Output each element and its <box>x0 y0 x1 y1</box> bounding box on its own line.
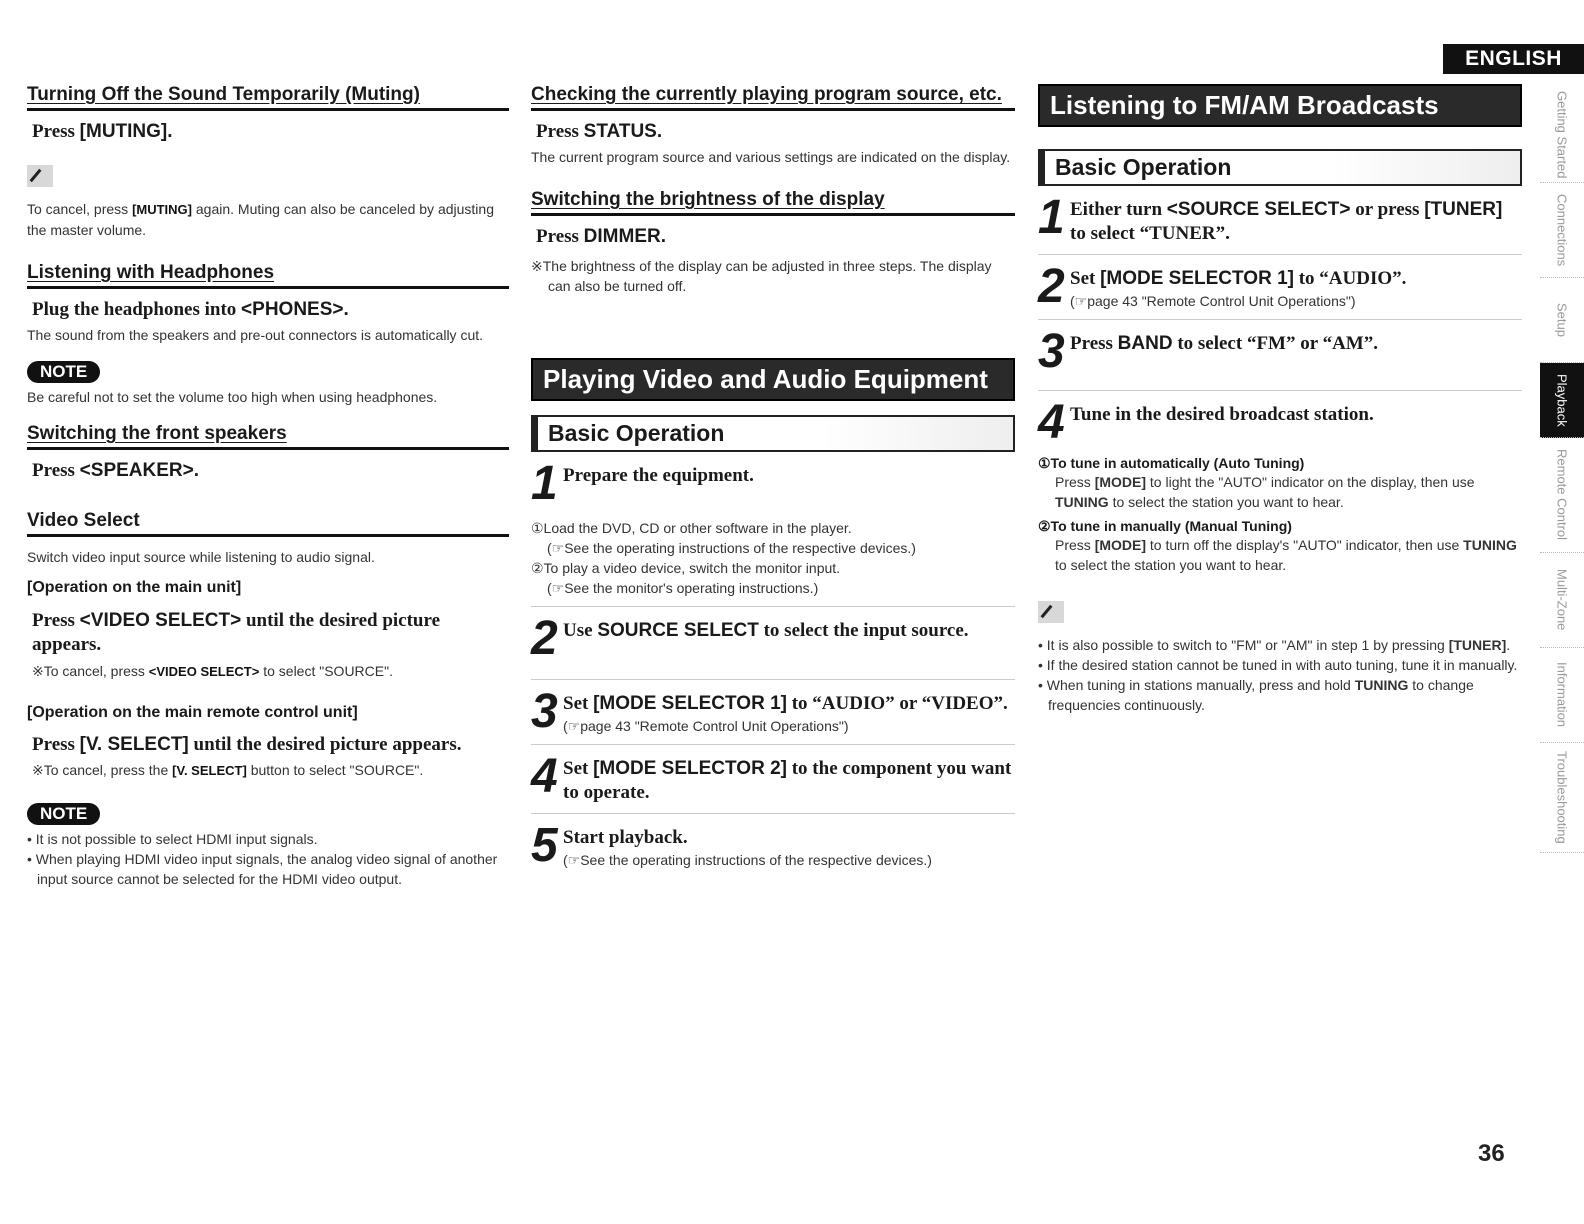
memo-item: • When tuning in stations manually, press and hold TUNING to change frequencies continuously. <box>1038 677 1474 713</box>
step: 4 Tune in the desired broadcast station. <box>1038 396 1374 449</box>
side-tab-multi-zone[interactable]: Multi-Zone <box>1540 553 1584 648</box>
middle-column <box>531 84 1015 888</box>
language-badge: ENGLISH <box>1443 44 1584 74</box>
right-column <box>1038 84 1522 715</box>
step1-items: ①Load the DVD, CD or other software in the player. (☞See the operating instructions of the respective devices.) ②To play a video device, switch the monitor input. (☞See the monitor's operating instructions.) <box>531 518 1015 607</box>
headphones-body: The sound from the speakers and pre-out connectors is automatically cut. <box>27 327 484 343</box>
headphones-note: Be careful not to set the volume too high when using headphones. <box>27 389 438 405</box>
side-tab-playback[interactable]: Playback <box>1540 363 1584 438</box>
left-column <box>27 84 509 889</box>
remote-heading: [Operation on the main remote control unit] <box>27 704 358 721</box>
memo-item: • If the desired station cannot be tuned in with auto tuning, tune it in manually. <box>1038 657 1518 673</box>
side-tab-troubleshooting[interactable]: Troubleshooting <box>1540 743 1584 853</box>
status-instruction: Press STATUS. <box>536 121 663 142</box>
basic-operation-heading: Basic Operation <box>1038 149 1522 186</box>
status-heading: Checking the currently playing program source, etc. <box>531 84 1015 111</box>
step: 2 Use SOURCE SELECT to select the input source. <box>531 617 1015 680</box>
dimmer-heading: Switching the brightness of the display <box>531 189 1015 216</box>
auto-tuning-body: Press [MODE] to light the "AUTO" indicator on the display, then use TUNING to select the station you want to hear. <box>1055 474 1475 510</box>
playing-banner: Playing Video and Audio Equipment <box>531 358 1015 401</box>
speaker-instruction: Press <SPEAKER>. <box>32 460 199 481</box>
note-badge: NOTE <box>27 361 100 383</box>
headphones-heading: Listening with Headphones <box>27 262 509 289</box>
main-unit-instruction: Press <VIDEO SELECT> until the desired picture appears. <box>32 610 441 655</box>
muting-heading: Turning Off the Sound Temporarily (Muting) <box>27 84 509 111</box>
auto-tuning-heading: ①To tune in automatically (Auto Tuning) <box>1038 455 1305 471</box>
side-tab-information[interactable]: Information <box>1540 648 1584 743</box>
step: 4 Set [MODE SELECTOR 2] to the component you want to operate. <box>531 755 1015 814</box>
manual-tuning-body: Press [MODE] to turn off the display's "AUTO" indicator, then use TUNING to select the station you want to hear. <box>1055 537 1517 573</box>
side-tab-getting-started[interactable]: Getting Started <box>1540 88 1584 183</box>
fm-am-banner: Listening to FM/AM Broadcasts <box>1038 84 1522 127</box>
main-unit-note: ※To cancel, press <VIDEO SELECT> to select "SOURCE". <box>32 663 393 679</box>
headphones-instruction: Plug the headphones into <PHONES>. <box>32 299 349 320</box>
video-note-item: • When playing HDMI video input signals, the analog video signal of another input source cannot be selected for the HDMI video output. <box>27 851 498 887</box>
manual-tuning-heading: ②To tune in manually (Manual Tuning) <box>1038 518 1292 534</box>
memo-icon <box>27 165 53 187</box>
front-speakers-heading: Switching the front speakers <box>27 423 509 450</box>
remote-instruction: Press [V. SELECT] until the desired picture appears. <box>32 734 462 755</box>
muting-instruction: Press [MUTING]. <box>32 121 173 142</box>
video-select-heading: Video Select <box>27 510 509 537</box>
step: 3 Press BAND to select “FM” or “AM”. <box>1038 330 1522 391</box>
side-tabs <box>1540 88 1584 853</box>
muting-memo: To cancel, press [MUTING] again. Muting can also be canceled by adjusting the master volume. <box>27 201 494 238</box>
note-badge: NOTE <box>27 803 100 825</box>
side-tab-setup[interactable]: Setup <box>1540 278 1584 363</box>
memo-icon <box>1038 601 1064 623</box>
video-note-item: • It is not possible to select HDMI input signals. <box>27 831 318 847</box>
page-number: 36 <box>1478 1140 1505 1167</box>
main-unit-heading: [Operation on the main unit] <box>27 579 242 596</box>
memo-item: • It is also possible to switch to "FM" or "AM" in step 1 by pressing [TUNER]. <box>1038 637 1511 653</box>
step: 3 Set [MODE SELECTOR 1] to “AUDIO” or “VIDEO”. (☞page 43 "Remote Control Unit Operations") <box>531 690 1015 745</box>
step: 5 Start playback. (☞See the operating instructions of the respective devices.) <box>531 819 932 872</box>
step: 1 Either turn <SOURCE SELECT> or press [TUNER] to select “TUNER”. <box>1038 196 1522 255</box>
remote-note: ※To cancel, press the [V. SELECT] button to select "SOURCE". <box>32 762 424 778</box>
basic-operation-heading: Basic Operation <box>531 415 1015 452</box>
status-body: The current program source and various settings are indicated on the display. <box>531 149 1011 165</box>
dimmer-body: ※The brightness of the display can be adjusted in three steps. The display can also be turned off. <box>531 258 992 294</box>
dimmer-instruction: Press DIMMER. <box>536 226 666 247</box>
side-tab-remote-control[interactable]: Remote Control <box>1540 438 1584 553</box>
step: 2 Set [MODE SELECTOR 1] to “AUDIO”. (☞page 43 "Remote Control Unit Operations") <box>1038 265 1522 320</box>
side-tab-connections[interactable]: Connections <box>1540 183 1584 278</box>
step: 1 Prepare the equipment. <box>531 457 754 510</box>
video-select-body: Switch video input source while listening to audio signal. <box>27 549 375 565</box>
